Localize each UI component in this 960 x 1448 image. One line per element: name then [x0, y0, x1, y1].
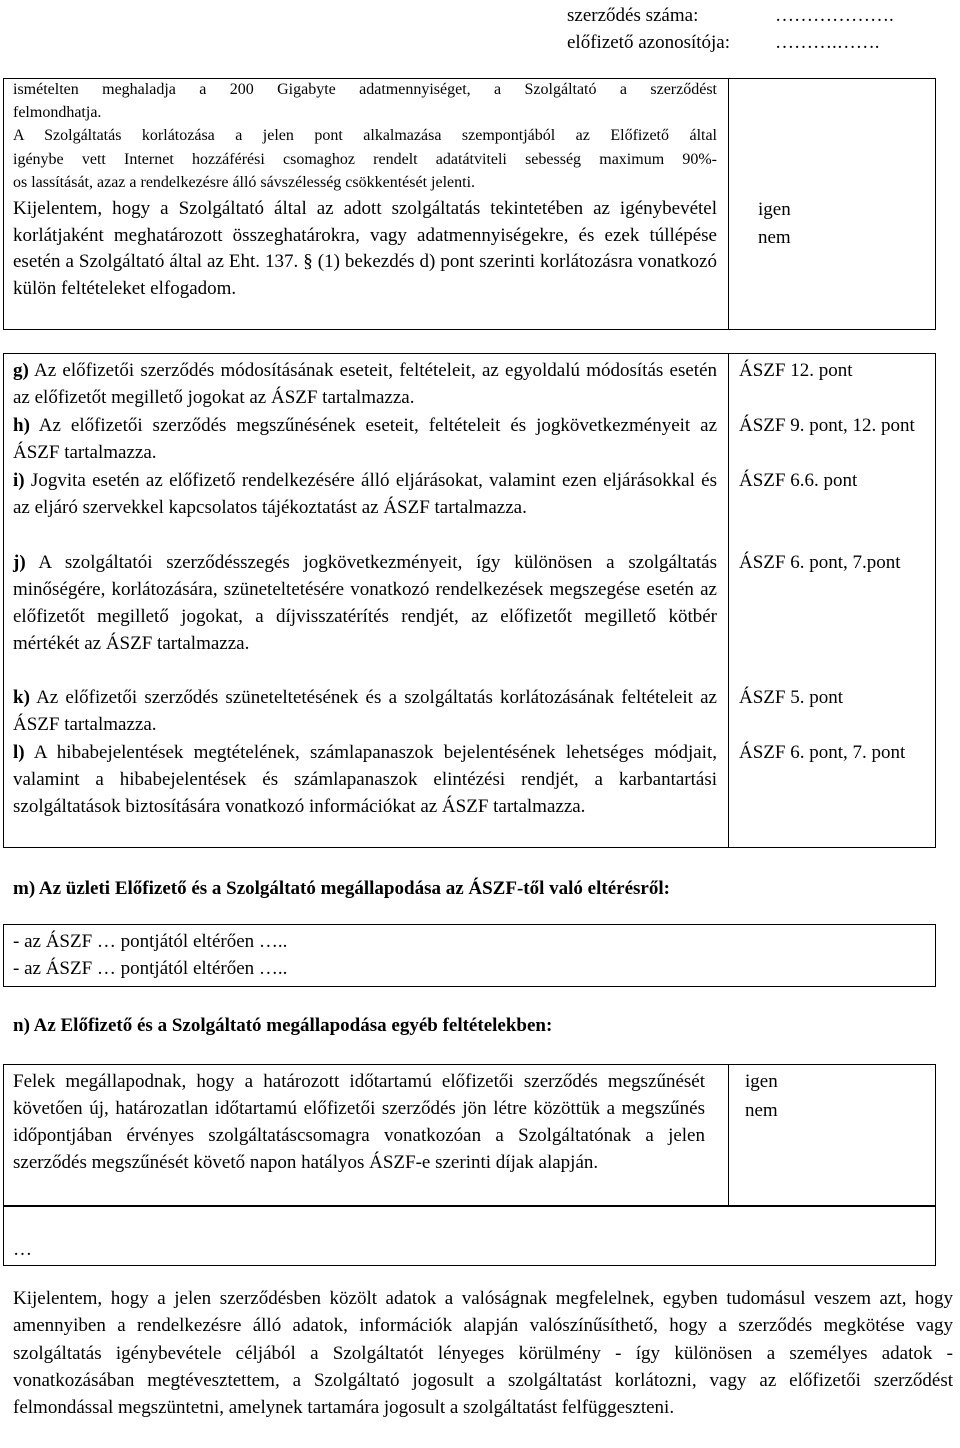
aszf-table-divider — [728, 353, 729, 848]
extra-terms-ellipsis[interactable]: … — [13, 1239, 32, 1260]
aszf-row-description: A hibabejelentések megtételének, számlapanaszok bejelentésének lehetséges módjait, valamint a hibabejelentések és számlapanaszok elintézési rendjét, a karbantartási szolgáltatások biztosítására vonatkozó információkat az ÁSZF tartalmazza. — [13, 742, 717, 817]
section-m-title: m) Az üzleti Előfizető és a Szolgáltató megállapodása az ÁSZF-től való eltérésről: — [13, 878, 670, 899]
aszf-row-text — [13, 684, 717, 738]
aszf-row-letter: i) — [13, 470, 25, 491]
aszf-row-description: Az előfizetői szerződés megszűnésének eseteit, feltételeit és jogkövetkezményeit az ÁSZF tartalmazza. — [13, 415, 717, 463]
aszf-row-text — [13, 357, 717, 411]
aszf-row-letter: h) — [13, 415, 30, 436]
aszf-row-description: Az előfizetői szerződés módosításának eseteit, feltételeit, az egyoldalú módosítás esetén az előfizetőt megillető jogokat az ÁSZF tartalmazza. — [13, 360, 718, 408]
extra-terms-box — [3, 1206, 936, 1266]
section-n-option-yes[interactable]: igen — [745, 1071, 778, 1092]
limit-acceptance-statement: Kijelentem, hogy a Szolgáltató által az adott szolgáltatás tekintetében az igénybevétel korlátjaként meghatározott összeghatárokra, vagy adatmennyiségekre, és ezek túllépése esetén a Szolgáltató által az Eht. 137. § (1) bekezdés d) pont szerinti korlátozásra vonatkozó külön feltételeket elfogadom. — [13, 198, 717, 299]
section-m-line-1[interactable]: - az ÁSZF … pontjától eltérően ….. — [13, 931, 288, 952]
aszf-row-description: Jogvita esetén az előfizető rendelkezésére álló eljárásokat, valamint ezen eljárásokkal és az eljáró szervekkel kapcsolatos tájékoztatást az ÁSZF tartalmazza. — [13, 470, 717, 518]
section-m-line-2[interactable]: - az ÁSZF … pontjától eltérően ….. — [13, 958, 288, 979]
subscriber-id-label: előfizető azonosítója: — [567, 32, 731, 53]
aszf-row-reference: ÁSZF 6.6. pont — [739, 470, 858, 491]
limit-option-yes[interactable]: igen — [758, 199, 791, 220]
limit-text-line-5: os lassítását, azaz a rendelkezésre álló sávszélesség csökkentését jelenti. — [13, 174, 476, 191]
aszf-row-reference: ÁSZF 5. pont — [739, 687, 843, 708]
section-n-text: Felek megállapodnak, hogy a határozott időtartamú előfizetői szerződés megszűnését követően új, határozatlan időtartamú előfizetői szerződés jön létre közöttük a megszűnés időpontjában érvényes szolgáltatáscsomagra vonatkozóan a Szolgáltatónak a jelen szerződés megszűnését követő napon hatályos ÁSZF-e szerinti díjak alapján. — [13, 1071, 705, 1173]
aszf-row-letter: k) — [13, 687, 30, 708]
aszf-row-reference: ÁSZF 12. pont — [739, 360, 853, 381]
aszf-row-letter: g) — [13, 360, 29, 381]
limit-text-line-1: ismételten meghaladja a 200 Gigabyte adatmennyiséget, a Szolgáltató a szerződést — [13, 81, 717, 98]
limit-text-line-4: igénybe vett Internet hozzáférési csomaghoz rendelt adatátviteli sebesség maximum 90%- — [13, 151, 717, 168]
aszf-row-reference: ÁSZF 9. pont, 12. pont — [739, 415, 915, 436]
section-n-divider — [728, 1064, 729, 1206]
aszf-row-text — [13, 467, 717, 521]
aszf-row-text — [13, 412, 717, 466]
aszf-row-text — [13, 549, 717, 657]
aszf-row-reference: ÁSZF 6. pont, 7. pont — [739, 742, 906, 763]
aszf-row-letter: l) — [13, 742, 25, 763]
section-n-option-no[interactable]: nem — [745, 1100, 778, 1121]
limit-text-line-2: felmondhatja. — [13, 104, 102, 121]
contract-number-label: szerződés száma: — [567, 5, 699, 26]
aszf-row-reference: ÁSZF 6. pont, 7.pont — [739, 552, 901, 573]
acceptance-table-divider — [728, 78, 729, 330]
aszf-row-description: A szolgáltatói szerződésszegés jogkövetkezményeit, így különösen a szolgáltatás minőségére, korlátozására, szüneteltetésére vonatkozó rendelkezések megszegése esetén az előfizetőt megillető jogokat, a díjvisszatérítés rendjét, az előfizetőt megillető kötbér mértékét az ÁSZF tartalmazza. — [13, 552, 717, 654]
limit-text-line-3: A Szolgáltatás korlátozása a jelen pont alkalmazása szempontjából az Előfizető által — [13, 127, 717, 144]
aszf-row-letter: j) — [13, 552, 26, 573]
contract-number-value[interactable]: ………………. — [775, 5, 894, 26]
limit-option-no[interactable]: nem — [758, 227, 791, 248]
aszf-row-description: Az előfizetői szerződés szüneteltetésének és a szolgáltatás korlátozásának feltételeit az ÁSZF tartalmazza. — [13, 687, 717, 735]
subscriber-id-value[interactable]: ……….……. — [775, 32, 880, 53]
aszf-row-text — [13, 739, 717, 820]
section-n-title: n) Az Előfizető és a Szolgáltató megállapodása egyéb feltételekben: — [13, 1015, 553, 1036]
final-statement: Kijelentem, hogy a jelen szerződésben közölt adatok a valóságnak megfelelnek, egyben tudomásul veszem azt, hogy amennyiben a rendelkezésre álló adatok, információk alapján valószínűsíthető, hogy a szerződés megkötése vagy szolgáltatás igénybevétele céljából a Szolgáltatót lényeges körülmény - így különösen a személyes adatok - vonatkozásában megtévesztettem, a Szolgáltató jogosult a szolgáltatást korlátozni, vagy az előfizetői szerződést felmondással megszüntetni, amelynek tartamára jogosult a szolgáltatást felfüggeszteni. — [13, 1288, 953, 1419]
